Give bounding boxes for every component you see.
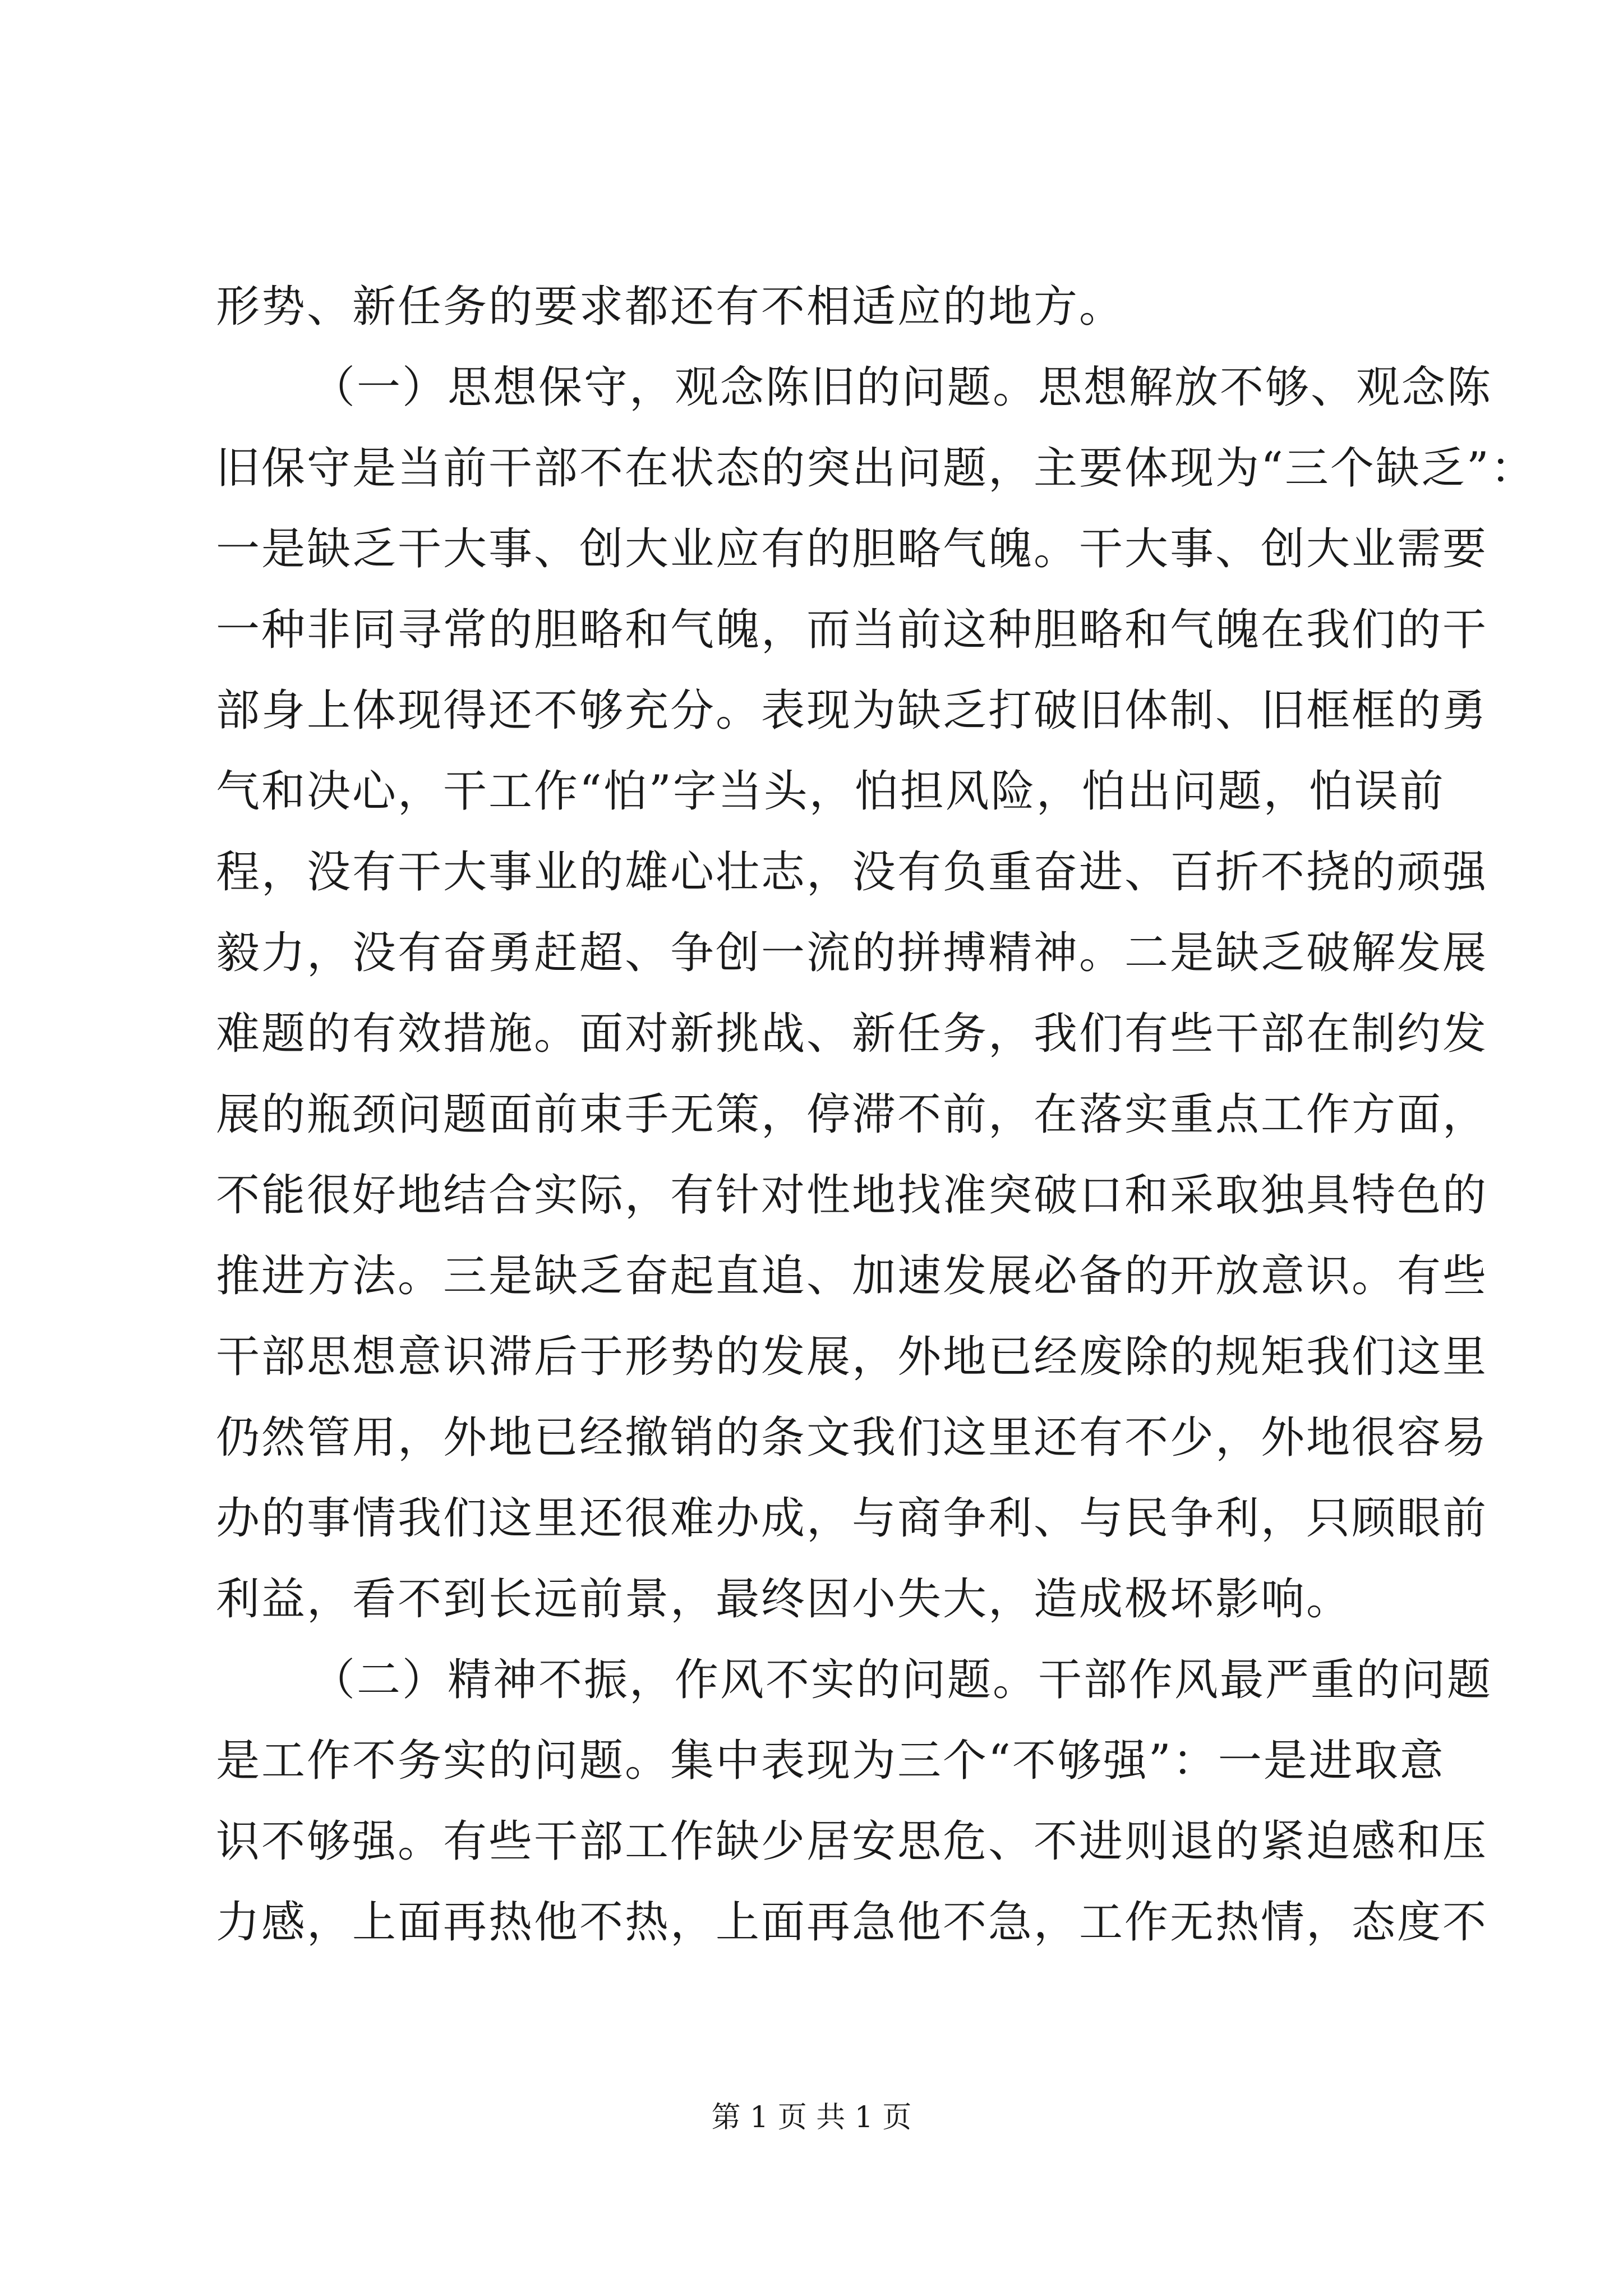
text-line: 难题的有效措施。面对新挑战、新任务，我们有些干部在制约发 [216, 1009, 1488, 1059]
text-line: 利益，看不到长远前景，最终因小失大，造成极坏影响。 [216, 1574, 1352, 1625]
text-line: 一是缺乏干大事、创大业应有的胆略气魄。干大事、创大业需要 [216, 524, 1488, 574]
body-text [216, 266, 1536, 1963]
text-line: 形势、新任务的要求都还有不相适应的地方。 [216, 282, 1125, 332]
page-footer: 第 1 页 共 1 页 [711, 2101, 912, 2134]
text-line: 是工作不务实的问题。集中表现为三个“不够强”：一是进取意 [216, 1736, 1445, 1786]
text-line: 程，没有干大事业的雄心壮志，没有负重奋进、百折不挠的顽强 [216, 847, 1488, 898]
text-line: 不能很好地结合实际，有针对性地找准突破口和采取独具特色的 [216, 1170, 1488, 1221]
text-line: （二）精神不振，作风不实的问题。干部作风最严重的问题 [311, 1655, 1493, 1705]
text-line: 旧保守是当前干部不在状态的突出问题，主要体现为“三个缺乏”： [216, 443, 1536, 494]
text-line: 推进方法。三是缺乏奋起直追、加速发展必备的开放意识。有些 [216, 1251, 1488, 1301]
text-line: 毅力，没有奋勇赶超、争创一流的拼搏精神。二是缺乏破解发展 [216, 928, 1488, 978]
text-line: 干部思想意识滞后于形势的发展，外地已经废除的规矩我们这里 [216, 1332, 1488, 1382]
text-line: 仍然管用，外地已经撤销的条文我们这里还有不少，外地很容易 [216, 1412, 1488, 1463]
text-line: （一）思想保守，观念陈旧的问题。思想解放不够、观念陈 [311, 362, 1493, 413]
text-line: 力感，上面再热他不热，上面再急他不急，工作无热情，态度不 [216, 1897, 1488, 1948]
text-line: 办的事情我们这里还很难办成，与商争利、与民争利，只顾眼前 [216, 1493, 1488, 1544]
text-line: 一种非同寻常的胆略和气魄，而当前这种胆略和气魄在我们的干 [216, 605, 1488, 655]
text-line: 部身上体现得还不够充分。表现为缺乏打破旧体制、旧框框的勇 [216, 685, 1488, 736]
text-line: 识不够强。有些干部工作缺少居安思危、不进则退的紧迫感和压 [216, 1816, 1488, 1867]
text-line: 气和决心，干工作“怕”字当头，怕担风险，怕出问题，怕误前 [216, 766, 1445, 817]
text-line: 展的瓶颈问题面前束手无策，停滞不前，在落实重点工作方面， [216, 1089, 1488, 1140]
